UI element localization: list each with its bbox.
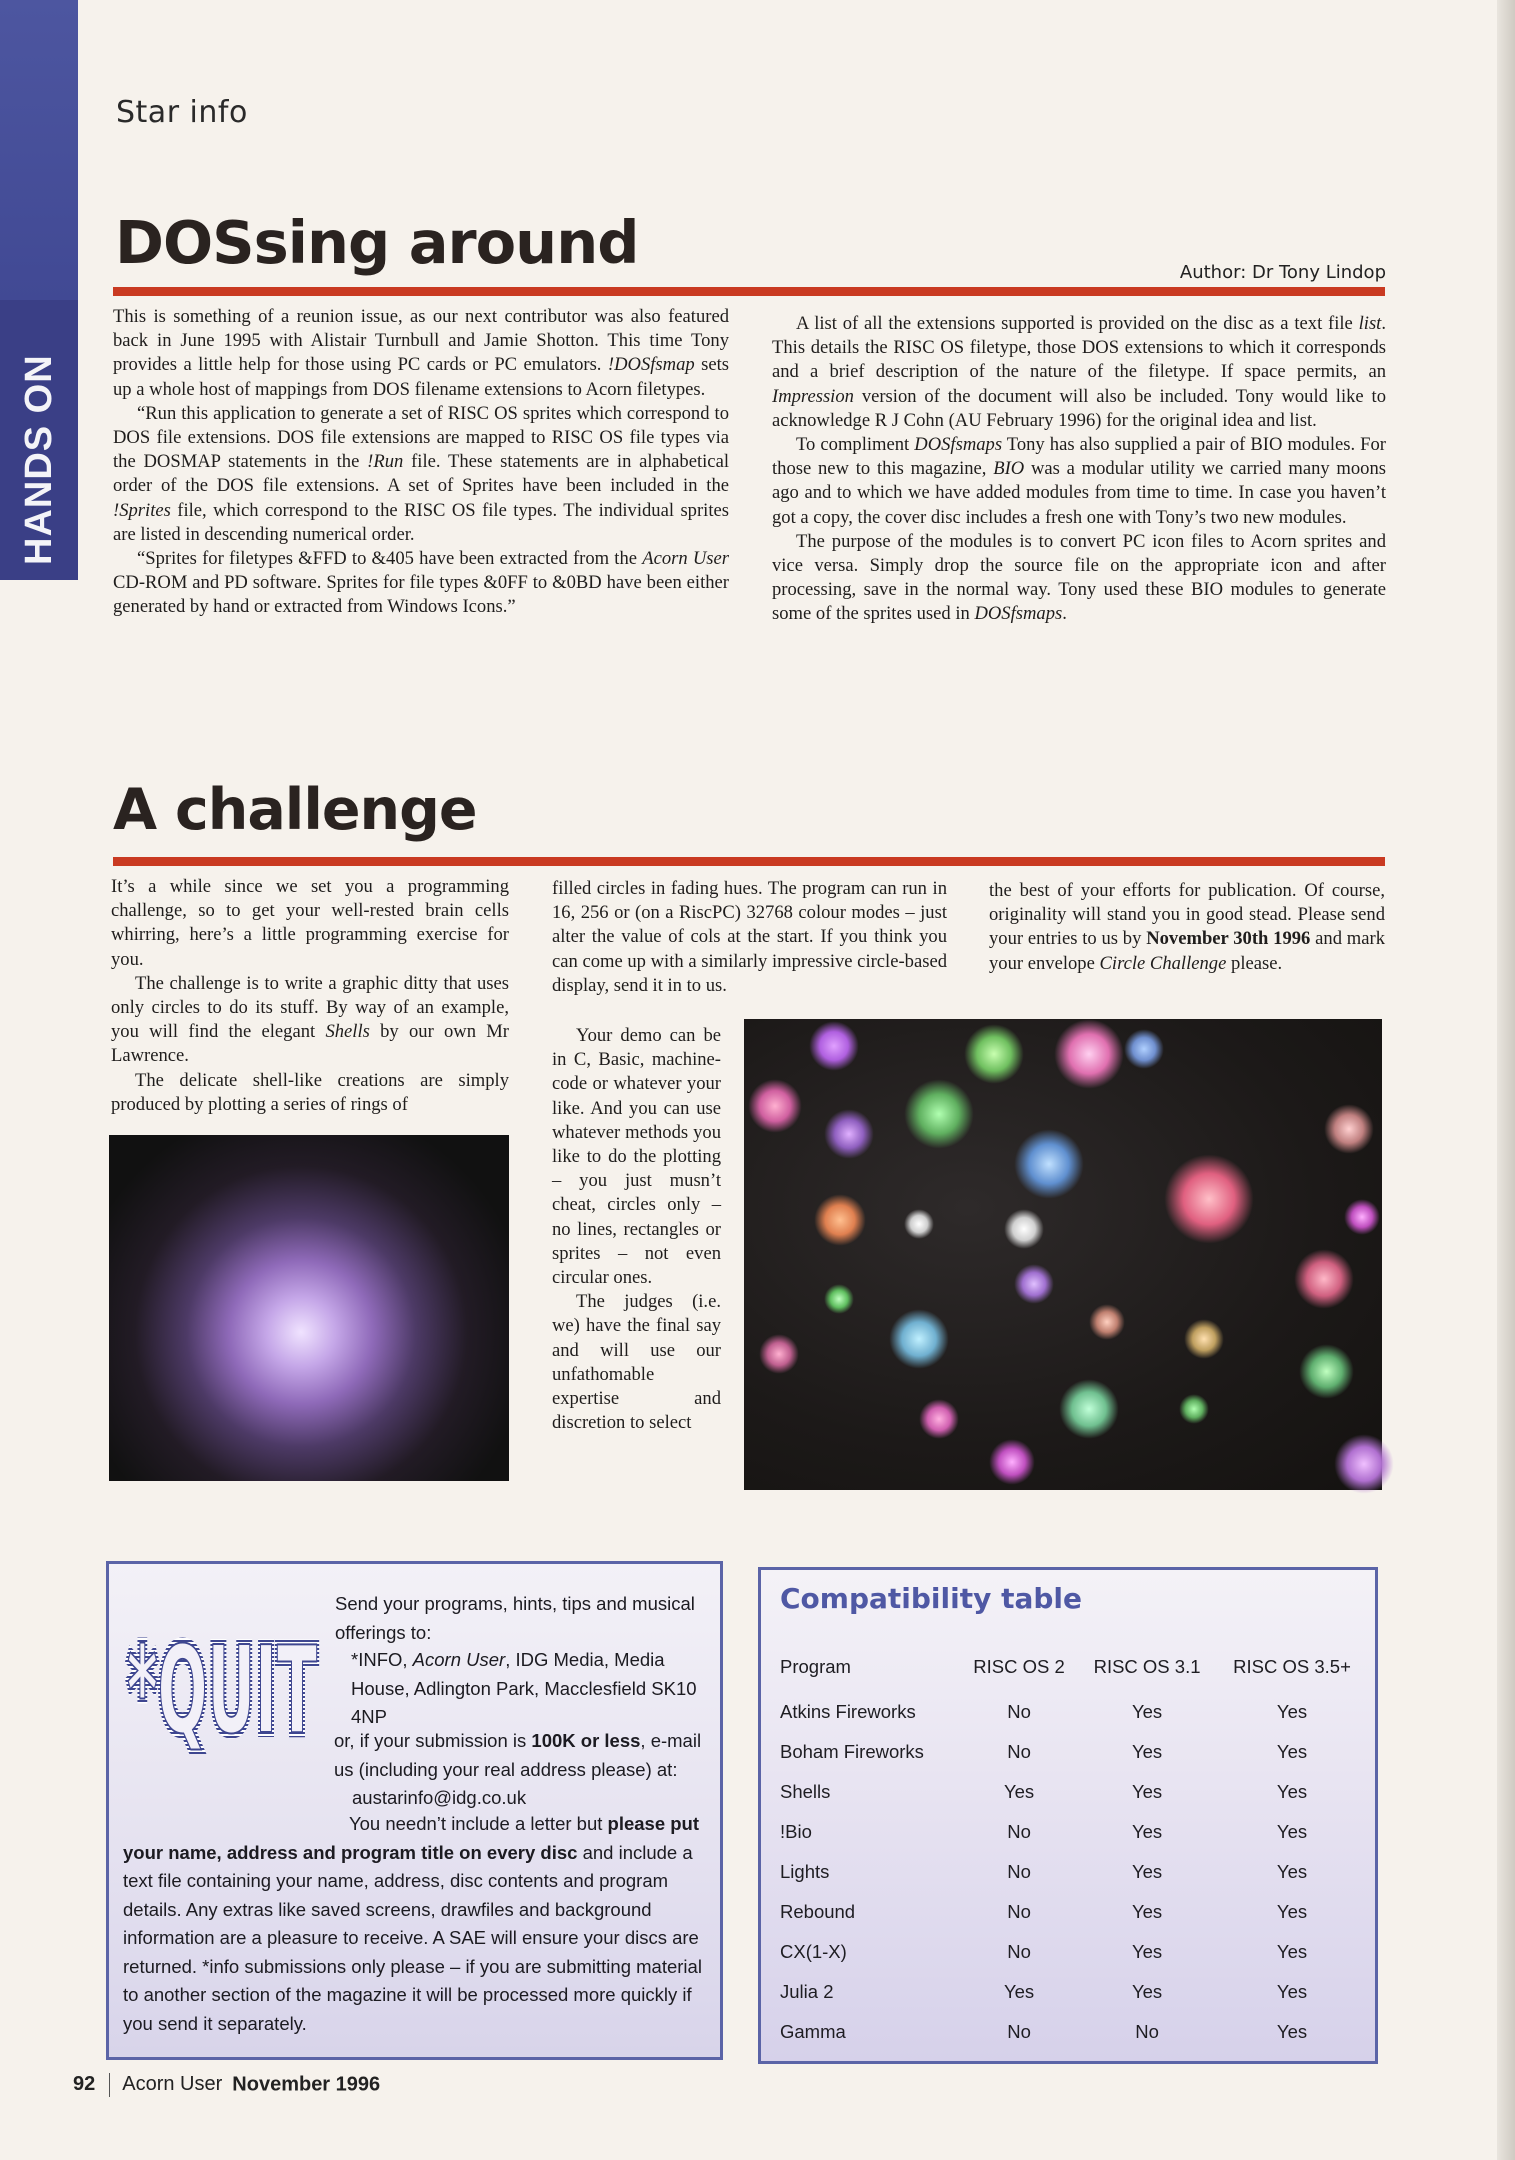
glow-dot: [1179, 1394, 1209, 1424]
table-row: Boham Fireworks No Yes Yes: [780, 1741, 1308, 1762]
glow-dot: [1164, 1154, 1254, 1244]
table-header: RISC OS 3.5+: [1233, 1656, 1351, 1677]
paragraph: The delicate shell-like creations are simply produced by plotting a series of rings of: [111, 1069, 509, 1115]
paragraph: The judges (i.e. we) have the final say and will use our unfathomable expertise and discretion to select: [552, 1291, 721, 1434]
paragraph: “Sprites for filetypes &FFD to &405 have been extracted from the Acorn User CD-ROM and PD software. Sprites for file types &0FF to &0BD have been either generated by hand or extracted from Windows Icons.”: [113, 548, 729, 618]
glow-dot: [759, 1334, 799, 1374]
quit-email-note: or, if your submission is 100K or less, e-mail us (including your real address please) at: austarinfo@idg.co.uk: [334, 1730, 702, 1808]
svg-text:*QUIT: *QUIT: [127, 1622, 318, 1754]
author-line: Author: Dr Tony Lindop: [1179, 262, 1386, 283]
glow-dot: [904, 1209, 934, 1239]
table-row: CX(1-X) No Yes Yes: [780, 1941, 1308, 1962]
glow-dot: [1014, 1129, 1084, 1199]
glow-dot: [1089, 1304, 1125, 1340]
page-footer: [73, 2073, 380, 2097]
paragraph: This is something of a reunion issue, as our next contributor was also featured back in June 1995 with Alistair Turnbull and Jamie Shotton. This time Tony provides a little help for those using PC cards or PC emulators. !DOSfsmap sets up a whole host of mappings from DOS filename extensions to Acorn filetypes.: [113, 306, 729, 400]
compat-title: Compatibility table: [780, 1582, 1083, 1615]
glow-dot: [1054, 1019, 1124, 1089]
paragraph: It’s a while since we set you a programming challenge, so to get your well-rested brain cells whirring, here’s a little programming exercise for you.: [111, 876, 509, 970]
paragraph: filled circles in fading hues. The program can run in 16, 256 or (on a RiscPC) 32768 colour modes – just alter the value of cols at the start. If you think you can come up with a similarly impressive circle-based display, send it in to us.: [552, 878, 947, 996]
page-number: 92: [73, 2073, 96, 2096]
paragraph: The purpose of the modules is to convert PC icon files to Acorn sprites and vice versa. Simply drop the source file on the appropriate icon and after processing, save in the normal way. Tony used these BIO modules to generate some of the sprites used in DOSfsmaps.: [772, 530, 1386, 625]
table-row: Rebound No Yes Yes: [780, 1901, 1308, 1922]
glow-dot: [1334, 1434, 1394, 1494]
glow-dot: [1299, 1344, 1354, 1399]
table-row: Julia 2 Yes Yes Yes: [780, 1981, 1308, 2002]
quit-panel: [106, 1561, 723, 2060]
quit-logo: [125, 1584, 325, 1754]
side-tab: [8, 354, 72, 815]
compat-table: [780, 1642, 1368, 2052]
table-header: RISC OS 3.1: [1093, 1656, 1201, 1677]
shells-screenshot: [109, 1135, 509, 1481]
challenge-title: A challenge: [113, 777, 477, 843]
paragraph: To compliment DOSfsmaps Tony has also supplied a pair of BIO modules. For those new to this magazine, BIO was a modular utility we carried many moons ago and to which we have added modules from time to time. In case you haven’t got a copy, the cover disc includes a fresh one with Tony’s two new modules.: [772, 434, 1387, 528]
table-header-row: [780, 1642, 1368, 1692]
magazine-name: Acorn User: [122, 2073, 223, 2096]
challenge-rule: [113, 857, 1385, 866]
side-tab-label: HANDS ON: [18, 354, 60, 565]
section-label: Star info: [116, 95, 248, 130]
article-column-2: [772, 312, 1386, 627]
glow-dot: [814, 1194, 866, 1246]
table-row: Gamma No No Yes: [780, 2021, 1308, 2042]
challenge-column-3: [989, 879, 1385, 976]
glow-dot: [989, 1439, 1035, 1485]
glow-dot: [1294, 1249, 1354, 1309]
lights-screenshot: [744, 1019, 1382, 1490]
quit-logo-text: *QUIT: [127, 1622, 318, 1754]
glow-dot: [1059, 1379, 1119, 1439]
table-row: Lights No Yes Yes: [780, 1861, 1308, 1882]
glow-dot: [1324, 1104, 1374, 1154]
glow-dot: [889, 1309, 949, 1369]
paragraph: Your demo can be in C, Basic, machine-code or whatever your like. And you can use whatever methods you like to do the plotting – you just musn’t cheat, circles only – no lines, rectangles or sprites – not even circular ones.: [552, 1025, 721, 1289]
glow-dot: [1014, 1264, 1054, 1304]
compatibility-panel: [758, 1567, 1378, 2064]
glow-dot: [824, 1284, 854, 1314]
glow-dot: [904, 1079, 974, 1149]
glow-dot: [809, 1021, 859, 1071]
table-row: Atkins Fireworks No Yes Yes: [780, 1701, 1308, 1722]
glow-dot: [1124, 1029, 1164, 1069]
paragraph: “Run this application to generate a set of RISC OS sprites which correspond to DOS file extensions. DOS file extensions are mapped to RISC OS file types via the DOSMAP statements in the !Run file. These statements are in alphabetical order of the DOS file extensions. A set of Sprites have been included in the !Sprites file, which correspond to the RISC OS file types. The individual sprites are listed in descending numerical order.: [113, 402, 729, 545]
glow-dot: [1004, 1209, 1044, 1249]
quit-address: *INFO, Acorn User, IDG Media, Media House, Adlington Park, Macclesfield SK10 4NP: [351, 1649, 697, 1727]
glow-dot: [748, 1079, 802, 1133]
glow-dot: [824, 1109, 874, 1159]
title-rule: [113, 287, 1385, 296]
table-header: Program: [780, 1656, 851, 1677]
table-row: Shells Yes Yes Yes: [780, 1781, 1308, 1802]
challenge-column-2-narrow: [552, 1024, 721, 1435]
quit-instructions: You needn’t include a letter but please put your name, address and program title on every disc and include a text file containing your name, address, disc contents and program details. Any extras like saved screens, drawfiles and background information are a pleasure to receive. A SAE will ensure your discs are returned. *info submissions only please – if you are submitting material to another section of the magazine it will be processed more quickly if you send it separately.: [123, 1813, 702, 2034]
glow-dot: [1184, 1319, 1224, 1359]
paragraph: The challenge is to write a graphic ditty that uses only circles to do its stuff. By way of an example, you will find the elegant Shells by our own Mr Lawrence.: [111, 972, 510, 1067]
page-edge: [1497, 0, 1515, 2160]
quit-email[interactable]: austarinfo@idg.co.uk: [352, 1787, 527, 1808]
issue-date: November 1996: [232, 2073, 381, 2096]
footer-divider: [109, 2073, 110, 2097]
challenge-column-2: [552, 877, 947, 998]
article-column-1: [113, 305, 729, 620]
table-header: RISC OS 2: [973, 1656, 1065, 1677]
glow-dot: [1344, 1199, 1380, 1235]
quit-intro: Send your programs, hints, tips and musical offerings to:: [335, 1593, 695, 1643]
glow-dot: [919, 1399, 959, 1439]
article-title: DOSsing around: [115, 208, 639, 277]
challenge-column-1: [111, 875, 509, 1117]
glow-dot: [964, 1024, 1024, 1084]
paragraph: the best of your efforts for publication. Of course, originality will stand you in good stead. Please send your entries to us by November 30th 1996 and mark your envelope Circle Challenge please.: [989, 880, 1385, 974]
table-row: !Bio No Yes Yes: [780, 1821, 1308, 1842]
paragraph: A list of all the extensions supported is provided on the disc as a text file list. This details the RISC OS filetype, those DOS extensions to which it corresponds and a brief description of the nature of the filetype. If space permits, an Impression version of the document will also be included. Tony would like to acknowledge R J Cohn (AU February 1996) for the original idea and list.: [772, 313, 1386, 431]
